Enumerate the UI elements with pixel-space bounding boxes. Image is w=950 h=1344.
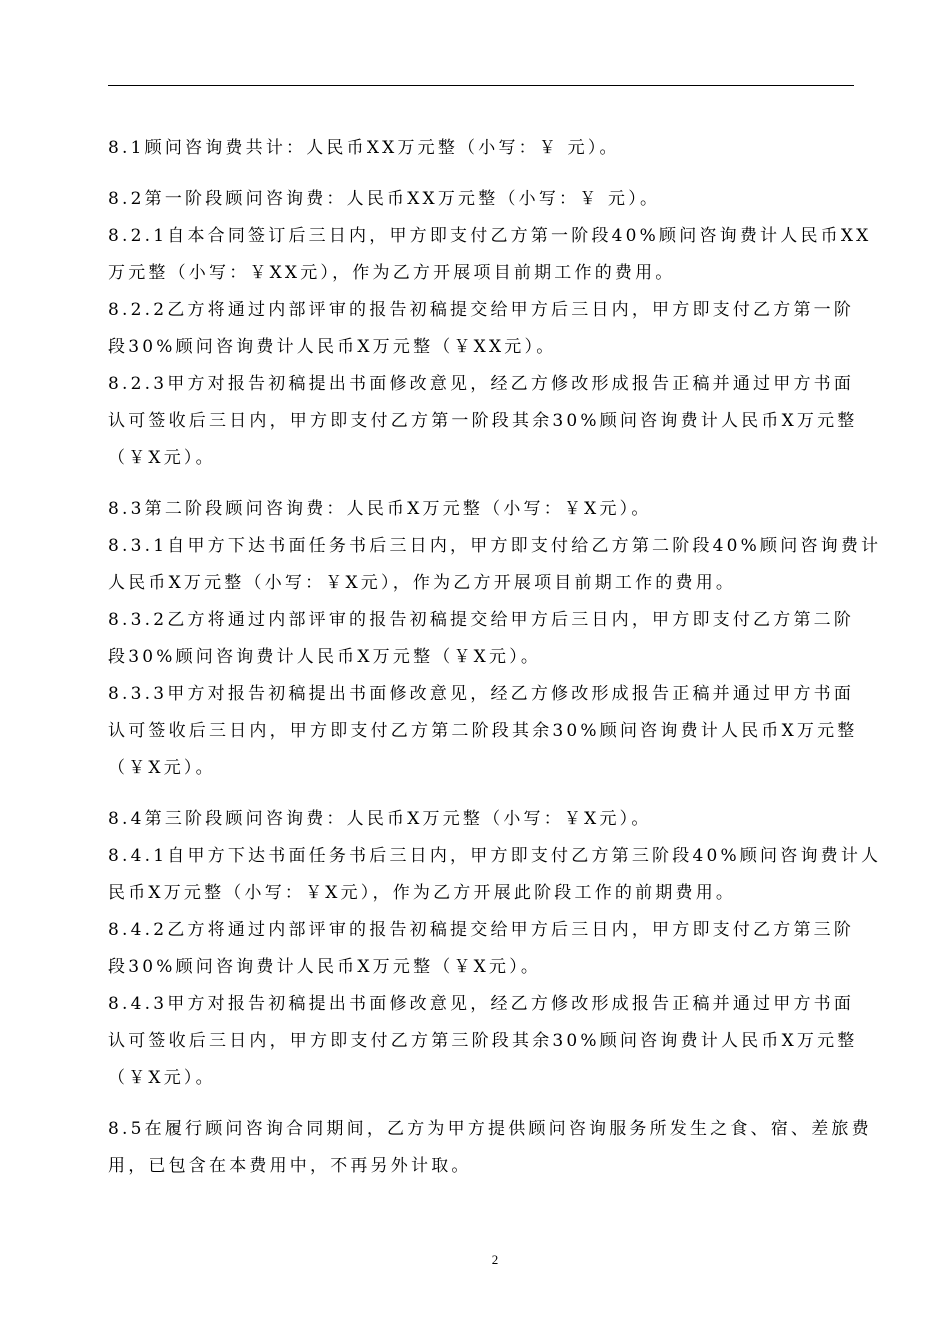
clause-8-4-1-line-2: 民币X万元整（小写：￥X元），作为乙方开展此阶段工作的前期费用。 xyxy=(108,883,737,903)
clause-8-2-2-line-1: 8.2.2乙方将通过内部评审的报告初稿提交给甲方后三日内，甲方即支付乙方第一阶 xyxy=(108,300,855,320)
clause-8-1: 8.1顾问咨询费共计：人民币XX万元整（小写：￥ 元）。 xyxy=(108,138,620,158)
clause-8-4-3-line-1: 8.4.3甲方对报告初稿提出书面修改意见，经乙方修改形成报告正稿并通过甲方书面 xyxy=(108,994,855,1014)
clause-8-4: 8.4第三阶段顾问咨询费：人民币X万元整（小写：￥X元）。 xyxy=(108,809,652,829)
clause-8-2-3-line-2: 认可签收后三日内，甲方即支付乙方第一阶段其余30%顾问咨询费计人民币X万元整 xyxy=(108,411,858,431)
clause-8-3-1-line-1: 8.3.1自甲方下达书面任务书后三日内，甲方即支付给乙方第二阶段40%顾问咨询费计 xyxy=(108,536,882,556)
paragraph-gap xyxy=(108,477,886,491)
clause-8-3: 8.3第二阶段顾问咨询费：人民币X万元整（小写：￥X元）。 xyxy=(108,499,652,519)
paragraph-gap xyxy=(108,1097,886,1111)
clause-8-2-2-line-2: 段30%顾问咨询费计人民币X万元整（￥XX元）。 xyxy=(108,337,557,357)
page-number: 2 xyxy=(491,1252,499,1267)
clause-8-4-1-line-1: 8.4.1自甲方下达书面任务书后三日内，甲方即支付乙方第三阶段40%顾问咨询费计人 xyxy=(108,846,882,866)
clause-8-3-3-line-2: 认可签收后三日内，甲方即支付乙方第二阶段其余30%顾问咨询费计人民币X万元整 xyxy=(108,721,858,741)
clause-8-4-3-line-2: 认可签收后三日内，甲方即支付乙方第三阶段其余30%顾问咨询费计人民币X万元整 xyxy=(108,1031,858,1051)
clause-8-4-2-line-2: 段30%顾问咨询费计人民币X万元整（￥X元）。 xyxy=(108,957,542,977)
clause-8-2-1-line-1: 8.2.1自本合同签订后三日内，甲方即支付乙方第一阶段40%顾问咨询费计人民币XX xyxy=(108,226,872,246)
clause-8-3-2-line-1: 8.3.2乙方将通过内部评审的报告初稿提交给甲方后三日内，甲方即支付乙方第二阶 xyxy=(108,610,855,630)
clause-8-2-1-line-2: 万元整（小写：￥XX元），作为乙方开展项目前期工作的费用。 xyxy=(108,263,676,283)
clause-8-2: 8.2第一阶段顾问咨询费：人民币XX万元整（小写：￥ 元）。 xyxy=(108,189,661,209)
clause-8-3-3-line-3: （￥X元）。 xyxy=(108,758,216,778)
clause-8-4-2-line-1: 8.4.2乙方将通过内部评审的报告初稿提交给甲方后三日内，甲方即支付乙方第三阶 xyxy=(108,920,855,940)
clause-8-5-line-2: 用，已包含在本费用中，不再另外计取。 xyxy=(108,1156,472,1176)
document-body xyxy=(108,130,886,1185)
clause-8-5-line-1: 8.5在履行顾问咨询合同期间，乙方为甲方提供顾问咨询服务所发生之食、宿、差旅费 xyxy=(108,1119,872,1139)
paragraph-gap xyxy=(108,167,886,181)
paragraph-gap xyxy=(108,787,886,801)
clause-8-3-2-line-2: 段30%顾问咨询费计人民币X万元整（￥X元）。 xyxy=(108,647,542,667)
clause-8-3-3-line-1: 8.3.3甲方对报告初稿提出书面修改意见，经乙方修改形成报告正稿并通过甲方书面 xyxy=(108,684,855,704)
clause-8-4-3-line-3: （￥X元）。 xyxy=(108,1068,216,1088)
header-rule xyxy=(108,85,854,86)
clause-8-3-1-line-2: 人民币X万元整（小写：￥X元），作为乙方开展项目前期工作的费用。 xyxy=(108,573,737,593)
clause-8-2-3-line-1: 8.2.3甲方对报告初稿提出书面修改意见，经乙方修改形成报告正稿并通过甲方书面 xyxy=(108,374,855,394)
clause-8-2-3-line-3: （￥X元）。 xyxy=(108,448,216,468)
